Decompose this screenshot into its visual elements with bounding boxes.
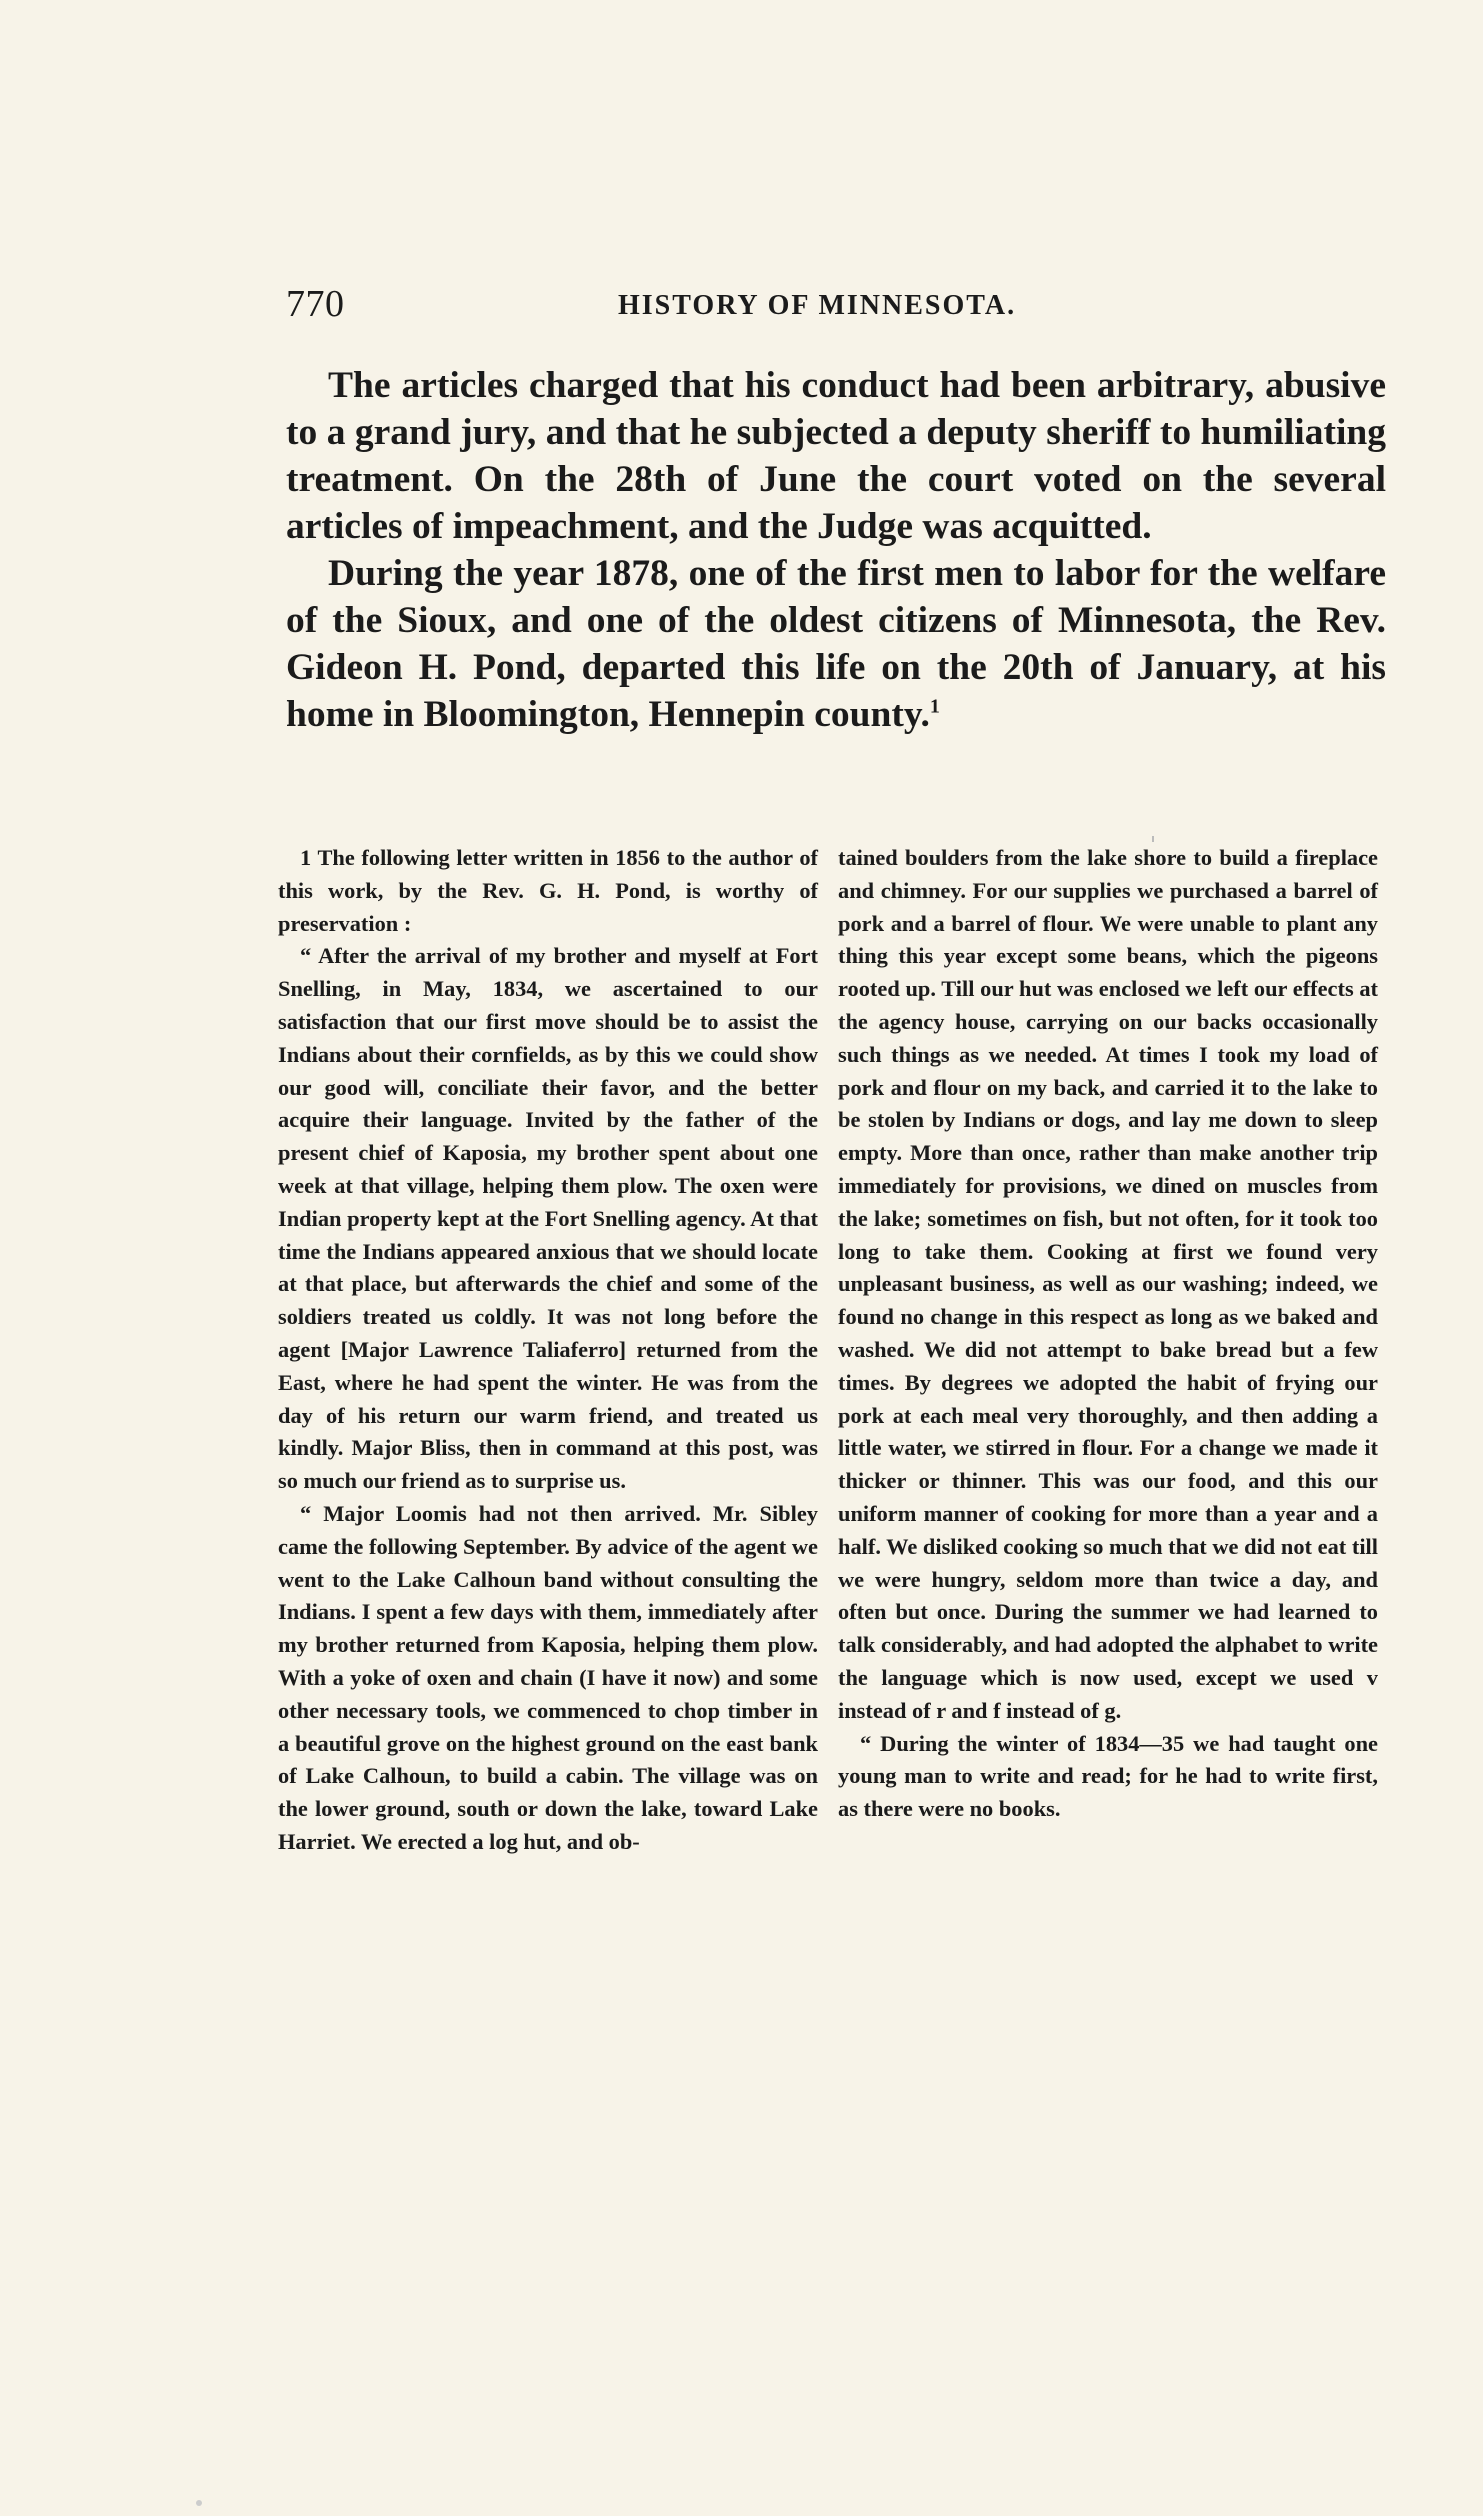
main-paragraph-1: The articles charged that his conduct had been arbitrary, abusive to a grand jury, and that he subjected a deputy sheriff to humiliating treatment. On the 28th of June the court voted on the several articles of impeachment, and the Judge was acquitted. [286,365,1386,547]
footnote-column-right [838,842,1378,1826]
letter-paragraph-2: “ Major Loomis had not then arrived. Mr. Sibley came the following September. By advice of the agent we went to the Lake Calhoun band without consulting the Indians. I spent a few days with them, immediately after my brother returned from Kaposia, helping them plow. With a yoke of oxen and chain (I have it now) and some other necessary tools, we commenced to chop timber in a beautiful grove on the highest ground on the east bank of Lake Calhoun, to build a cabin. The village was on the lower ground, south or down the lake, toward Lake Harriet. We erected a log hut, and ob- [278,1500,818,1854]
footnote-intro [278,842,818,940]
main-paragraph-2-text: During the year 1878, one of the first men to labor for the welfare of the Sioux, and one of the oldest citizens of Minnesota, the Rev. Gideon H. Pond, departed this life on the 20th of January, at his home in Bloomington, Hennepin county. [286,553,1386,735]
footnote-intro-text: The following letter written in 1856 to the author of this work, by the Rev. G. H. Pond, is worthy of preservation : [278,845,818,936]
letter-paragraph-3: “ During the winter of 1834—35 we had taught one young man to write and read; for he had to write first, as there were no books. [838,1730,1378,1822]
page-number: 770 [286,283,345,325]
footnote-column-left [278,842,818,1859]
main-text [286,362,1386,738]
letter-paragraph-1: “ After the arrival of my brother and myself at Fort Snelling, in May, 1834, we ascertained to our satisfaction that our first move should be to assist the Indians about their cornfields, as by this we could show our good will, conciliate their favor, and the better acquire their language. Invited by the father of the present chief of Kaposia, my brother spent about one week at that village, helping them plow. The oxen were Indian property kept at the Fort Snelling agency. At that time the Indians appeared anxious that we should locate at that place, but afterwards the chief and some of the soldiers treated us coldly. It was not long before the agent [Major Lawrence Taliaferro] returned from the East, where he had spent the winter. He was from the day of his return our warm friend, and treated us kindly. Major Bliss, then in command at this post, was so much our friend as to surprise us. [278,943,818,1494]
running-head: HISTORY OF MINNESOTA. [618,290,1017,321]
print-speck-bottom [196,2500,202,2506]
letter-paragraph-2-continued: tained boulders from the lake shore to build a fireplace and chimney. For our supplies we purchased a barrel of pork and a barrel of flour. We were unable to plant any thing this year except some beans, which the pigeons rooted up. Till our hut was enclosed we left our effects at the agency house, carrying on our backs occasionally such things as we needed. At times I took my load of pork and flour on my back, and carried it to the lake to be stolen by Indians or dogs, and lay me down to sleep empty. More than once, rather than make another trip immediately for provisions, we dined on muscles from the lake; sometimes on fish, but not often, for it took too long to take them. Cooking at first we found very unpleasant business, as well as our washing; indeed, we found no change in this respect as long as we baked and washed. We did not attempt to bake bread but a few times. By degrees we adopted the habit of frying our pork at each meal very thoroughly, and then adding a little water, we stirred in flour. For a change we made it thicker or thinner. This was our food, and this our uniform manner of cooking for more than a year and a half. We disliked cooking so much that we did not eat till we were hungry, seldom more than twice a day, and often but once. During the summer we had learned to talk considerably, and had adopted the alphabet to write the language which is now used, except we used v instead of r and f instead of g. [838,845,1378,1723]
footnote-marker: 1 [300,845,312,870]
page-header [286,282,1386,332]
main-paragraph-2 [286,550,1386,738]
footnote-reference: 1 [929,695,940,718]
